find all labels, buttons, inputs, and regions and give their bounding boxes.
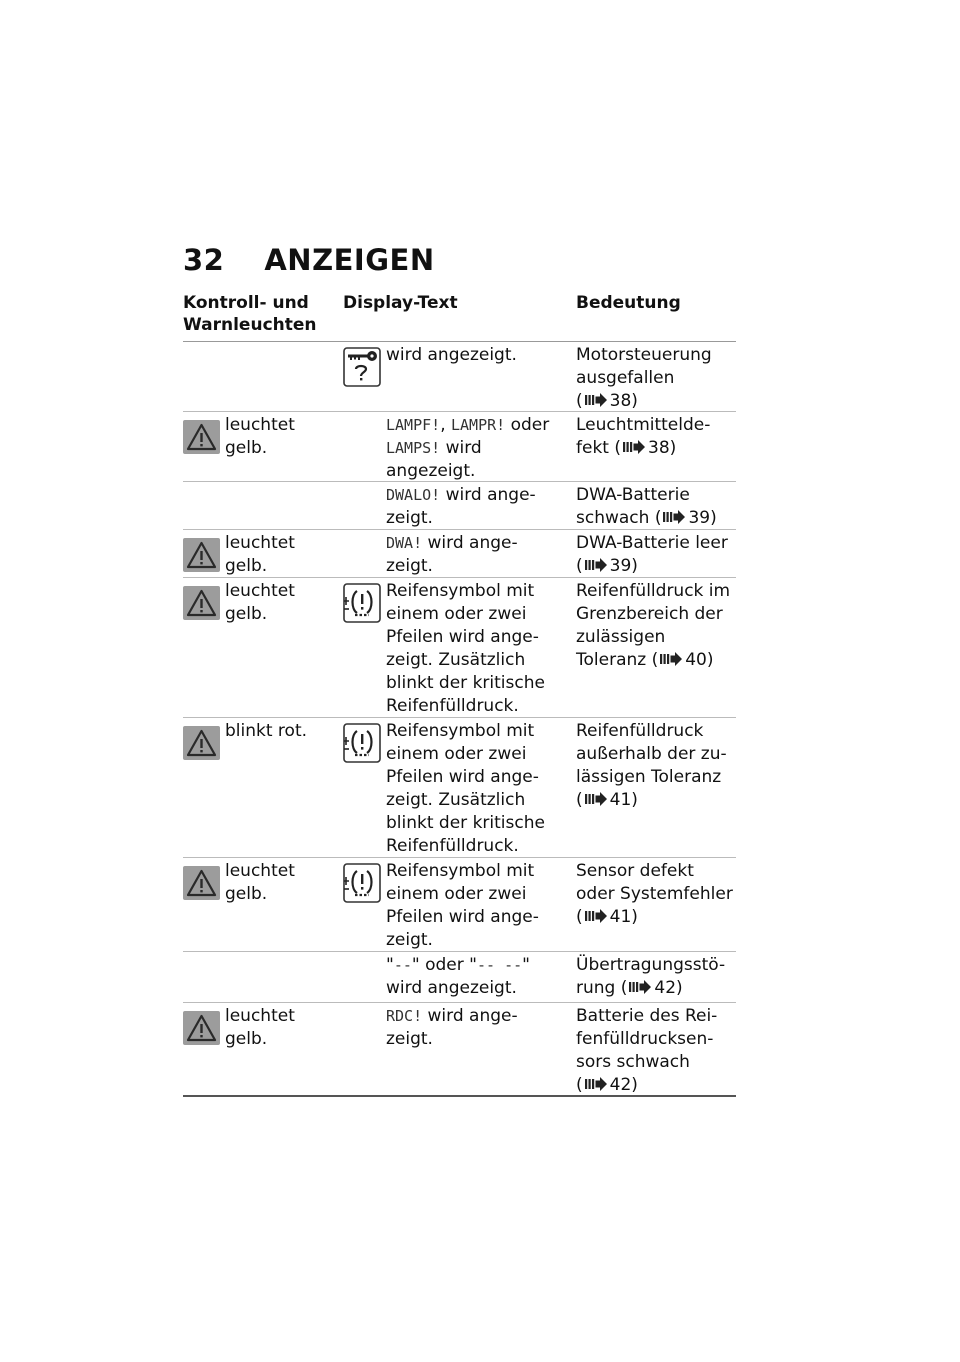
warning-light-cell [183,952,223,954]
display-text [386,412,556,483]
light-state: leuchtet gelb. [225,861,295,904]
display-icon-cell [343,412,383,417]
warning-triangle-icon [183,586,220,627]
page-reference-number: 41) [609,790,638,810]
page-reference-number: 41) [609,907,638,927]
display-icon-cell [343,952,383,957]
page-reference-arrow-icon [585,1075,607,1098]
table-row [183,411,736,481]
display-message-code: -- [393,956,412,974]
table-row [183,481,736,529]
page-reference: ( 42) [576,1075,638,1095]
display-message-code: DWALO! [386,486,441,504]
table-row [183,1002,736,1095]
meaning-cell [576,952,736,1001]
light-state: leuchtet gelb. [225,1006,295,1049]
warning-light-cell [183,578,223,627]
display-message-code: -- -- [476,956,523,974]
warning-light-cell [183,718,223,767]
meaning-text: Leuchtmittelde-fekt [576,415,711,458]
meaning-cell [576,342,736,414]
table-row [183,529,736,577]
indicator-table [183,341,736,1097]
display-icon-cell [343,530,383,535]
meaning-text: Reifenfülldruck im Grenzbereich der zulässigen Toleranz [576,581,731,670]
page-heading [183,243,435,277]
meaning-text: DWA-Batterie schwach [576,485,690,528]
display-text [386,530,556,578]
page-reference-number: 38) [648,438,677,458]
display-message-code: RDC! [386,1007,423,1025]
display-text-segment: , [440,415,451,435]
meaning-text: DWA-Batterie leer [576,533,728,553]
warning-triangle-icon [183,420,220,461]
display-text-segment: wird ange-zeigt. [386,533,518,576]
meaning-text: Batterie des Rei-fenfülldrucksen-sors schwach [576,1006,718,1072]
page-reference: ( 41) [576,907,638,927]
meaning-cell [576,718,736,813]
page-reference-number: 42) [654,978,683,998]
meaning-cell [576,578,736,673]
meaning-text: Sensor defekt oder Systemfehler [576,861,733,904]
display-message-code: LAMPR! [451,416,506,434]
display-text [386,718,556,858]
meaning-text: Motorsteuerung ausgefallen [576,345,712,388]
column-header-warning-lights: Kontroll- und Warnleuchten [183,293,317,335]
warning-light-cell [183,342,223,344]
table-row [183,857,736,951]
display-text-segment: wird angezeigt. [386,438,482,481]
table-row [183,951,736,1002]
light-state [225,342,335,344]
warning-light-cell [183,412,223,461]
display-text-segment: Reifensymbol mit einem oder zwei Pfeilen wird ange-zeigt. [386,861,539,950]
meaning-cell [576,412,736,461]
display-text [386,342,556,367]
display-text-segment: Reifensymbol mit einem oder zwei Pfeilen wird ange-zeigt. Zusätzlich blinkt der kritische Reifenfülldruck. [386,721,545,856]
light-state: blinkt rot. [225,721,308,741]
table-row [183,342,736,411]
page-reference-arrow-icon [585,556,607,579]
column-header-meaning: Bedeutung [576,293,681,313]
warning-triangle-icon [183,866,220,907]
warning-light-cell [183,1003,223,1052]
display-message-code: DWA! [386,534,423,552]
page-reference: ( 40) [652,650,714,670]
display-text [386,858,556,952]
light-state [225,482,335,484]
display-text [386,578,556,718]
display-icon-cell [343,1003,383,1008]
table-row [183,577,736,717]
page-number: 32 [183,243,225,277]
display-text [386,1003,556,1051]
display-text-segment: oder [505,415,550,435]
page-reference-arrow-icon [663,508,685,531]
display-text [386,952,556,1000]
light-state [225,952,335,954]
warning-light-cell [183,482,223,484]
page-reference-number: 42) [609,1075,638,1095]
page-reference: ( 38) [614,438,676,458]
page-reference-number: 38) [609,391,638,411]
page-reference: ( 39) [655,508,717,528]
warning-triangle-icon [183,1011,220,1052]
tire-pressure-icon [343,863,381,910]
display-text [386,482,556,530]
meaning-cell [576,530,736,579]
warning-triangle-icon [183,538,220,579]
light-state: leuchtet gelb. [225,415,295,458]
page-reference-number: 39) [609,556,638,576]
page-reference-arrow-icon [585,790,607,813]
page-reference: ( 38) [576,391,638,411]
warning-light-cell [183,530,223,579]
meaning-cell [576,482,736,531]
display-text-segment: wird angezeigt. [386,345,517,365]
meaning-text: Reifenfülldruck außerhalb der zu-lässigen Toleranz [576,721,727,787]
column-header-display-text: Display-Text [343,293,458,313]
tire-pressure-icon [343,583,381,630]
display-text-segment: wird ange-zeigt. [386,485,536,528]
display-text-segment: wird ange-zeigt. [386,1006,518,1049]
page-reference-number: 39) [688,508,717,528]
page-reference-arrow-icon [629,978,651,1001]
warning-triangle-icon [183,726,220,767]
warning-light-cell [183,858,223,907]
display-icon-cell [343,858,383,910]
display-text-segment: " wird angezeigt. [386,955,530,998]
light-state: leuchtet gelb. [225,533,295,576]
meaning-cell [576,858,736,930]
display-message-code: LAMPS! [386,439,441,457]
page-reference-arrow-icon [623,438,645,461]
meaning-text: Übertragungsstö-rung [576,955,726,998]
tire-pressure-icon [343,723,381,770]
display-icon-cell [343,342,383,394]
meaning-cell [576,1003,736,1098]
page-reference: ( 39) [576,556,638,576]
light-state: leuchtet gelb. [225,581,295,624]
page-title: ANZEIGEN [264,243,435,277]
page-reference-number: 40) [685,650,714,670]
page-reference: ( 42) [621,978,683,998]
immobilizer-key-icon [343,347,381,394]
display-icon-cell [343,578,383,630]
display-text-segment: " oder " [411,955,477,975]
table-row [183,717,736,857]
page-reference: ( 41) [576,790,638,810]
page-reference-arrow-icon [585,907,607,930]
display-text-segment: Reifensymbol mit einem oder zwei Pfeilen wird ange-zeigt. Zusätzlich blinkt der kritische Reifenfülldruck. [386,581,545,716]
display-message-code: LAMPF! [386,416,441,434]
display-text-segment: " [386,955,394,975]
display-icon-cell [343,482,383,487]
display-icon-cell [343,718,383,770]
page-reference-arrow-icon [660,650,682,673]
